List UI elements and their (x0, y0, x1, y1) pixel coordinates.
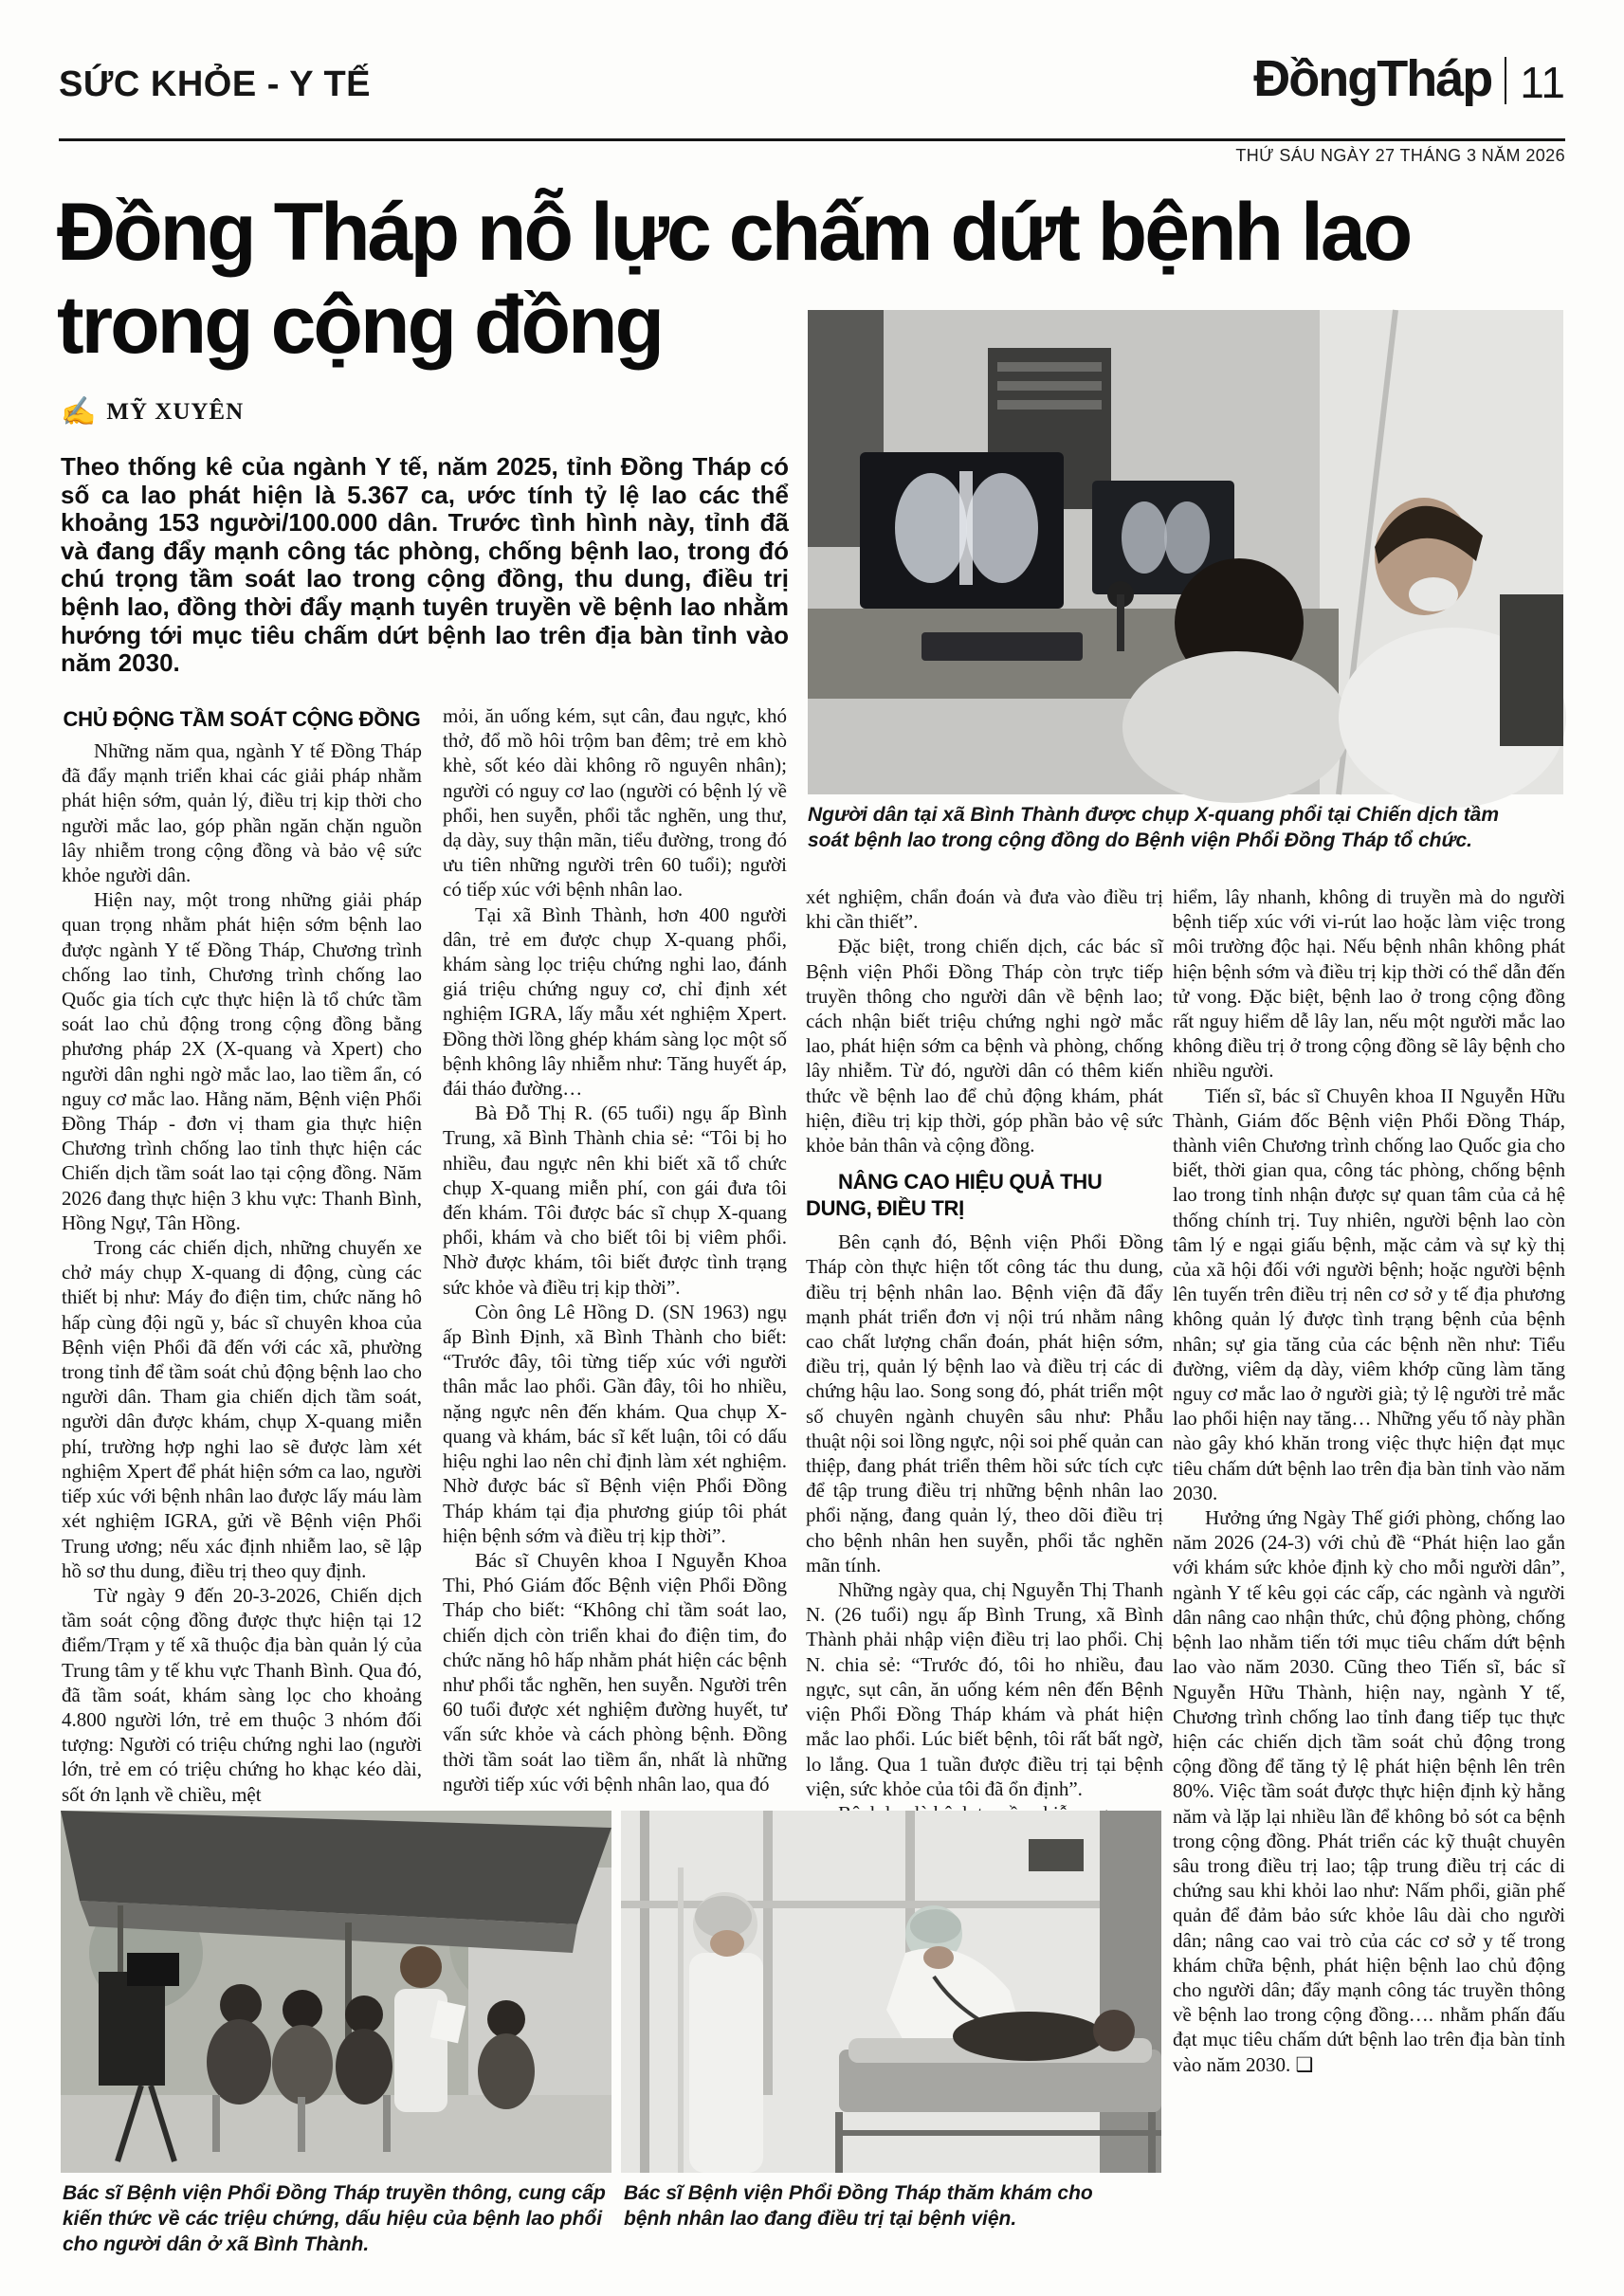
article-paragraph: Tại xã Bình Thành, hơn 400 người dân, trẻ em được chụp X-quang phổi, khám sàng lọc triệu chứng nghi lao, đánh giá triệu chứng nguy cơ, chỉ định xét nghiệm IGRA, lấy mẫu xét nghiệm Xpert. Đồng thời lồng ghép khám sàng lọc một số bệnh không lây nhiễm như: Tăng huyết áp, đái tháo đường… (443, 902, 787, 1101)
article-paragraph: Từ ngày 9 đến 20-3-2026, Chiến dịch tầm soát cộng đồng được thực hiện tại 12 điểm/Trạm y tế xã thuộc địa bàn quản lý của Trung tâm y tế khu vực Thanh Bình. Qua đó, đã tầm soát, khám sàng lọc cho khoảng 4.800 người lớn, trẻ em thuộc 3 nhóm đối tượng: Người có triệu chứng nghi lao (người lớn, trẻ em có triệu chứng ho khạc kéo dài, sốt ớn lạnh về chiều, mệt (62, 1583, 422, 1806)
photo-patient-exam (621, 1811, 1161, 2173)
photo-community-outreach-art (61, 1811, 611, 2173)
article-paragraph: Bác sĩ Chuyên khoa I Nguyễn Khoa Thi, Phó Giám đốc Bệnh viện Phổi Đồng Tháp cho biết: “Không chỉ tầm soát lao, chiến dịch còn triển khai đo điện tim, đo chức năng hô hấp nhằm phát hiện các bệnh như phổi tắc nghẽn, hen suyễn. Người trên 60 tuổi được xét nghiệm đường huyết, tư vấn sức khỏe và cách phòng bệnh. Đồng thời tầm soát lao tiềm ẩn, nhất là những người tiếp xúc với bệnh nhân lao, qua đó (443, 1548, 787, 1795)
photo-community-outreach (61, 1811, 611, 2173)
article-paragraph: Hưởng ứng Ngày Thế giới phòng, chống lao năm 2026 (24-3) với chủ đề “Phát hiện lao gắn với khám sức khỏe định kỳ cho mỗi người dân”, ngành Y tế kêu gọi các cấp, các ngành và người dân nâng cao nhận thức, chủ động phòng, chống bệnh lao nhằm tiến tới mục tiêu chấm dứt bệnh lao vào năm 2030. Cũng theo Tiến sĩ, bác sĩ Nguyễn Hữu Thành, hiện nay, ngành Y tế, Chương trình chống lao tỉnh đang tiếp tục thực hiện các chiến dịch tầm soát chủ động trong cộng đồng để tăng tỷ lệ phát hiện bệnh lên trên 80%. Việc tầm soát được thực hiện định kỳ hằng năm và lặp lại nhiều lần để không bỏ sót ca bệnh trong cộng đồng. Phát triển các kỹ thuật chuyên sâu trong điều trị lao; tập trung điều trị các di chứng sau khi khỏi lao như: Nấm phổi, giãn phế quản để đảm bảo sức khỏe lâu dài cho người dân; nâng cao vai trò của các cơ sở y tế trong khám chữa bệnh, phát hiện bệnh lao chủ động cho người dân; đẩy mạnh công tác truyền thông về bệnh lao trong cộng đồng…. nhằm phấn đấu đạt mục tiêu chấm dứt bệnh lao trên địa bàn tỉnh vào năm 2030. ❑ (1173, 1506, 1565, 2076)
section-subhead: CHỦ ĐỘNG TẦM SOÁT CỘNG ĐỒNG (63, 707, 421, 731)
header-divider (1505, 57, 1506, 104)
article-paragraph: Đặc biệt, trong chiến dịch, các bác sĩ Bệnh viện Phổi Đồng Tháp còn trực tiếp truyền thông cho người dân về bệnh lao; cách nhận biết triệu chứng nghi ngờ mắc lao, phát hiện sớm ca bệnh và phòng, chống lây nhiễm. Từ đó, người dân có thêm kiến thức về bệnh lao để chủ động khám, phát hiện, điều trị kịp thời, góp phần bảo vệ sức khỏe bản thân và cộng đồng. (806, 935, 1163, 1157)
headline-line-2: trong cộng đồng (57, 280, 663, 371)
article-paragraph: Trong các chiến dịch, những chuyến xe chở máy chụp X-quang di động, cùng các thiết bị như: Máy đo điện tim, chức năng hô hấp cùng đội ngũ y, bác sĩ chuyên khoa của Bệnh viện Phổi đã đến với các xã, phường trong tỉnh để tầm soát chủ động bệnh lao cho người dân. Tham gia chiến dịch tầm soát, người dân được khám, chụp X-quang miễn phí, trường hợp nghi lao sẽ được làm xét nghiệm Xpert để phát hiện sớm ca lao, người tiếp xúc với bệnh nhân lao được lấy máu làm xét nghiệm IGRA, gửi về Bệnh viện Phổi Trung ương; nếu xác định nhiễm lao, sẽ lập hồ sơ thu dung, điều trị theo quy định. (62, 1236, 422, 1582)
headline-line-1: Đồng Tháp nỗ lực chấm dứt bệnh lao (57, 187, 1411, 278)
article-paragraph: Những ngày qua, chị Nguyễn Thị Thanh N. (26 tuổi) ngụ ấp Bình Trung, xã Bình Thành phải nhập viện điều trị lao phổi. Chị N. chia sẻ: “Trước đó, tôi ho nhiều, đau ngực, sụt cân, ăn uống kém nên đến Bệnh viện Phổi Đồng Tháp khám và phát hiện mắc lao phổi. Lúc biết bệnh, tôi rất bất ngờ, lo lắng. Qua 1 tuần được điều trị tại bệnh viện, sức khỏe của tôi đã ổn định”. (806, 1578, 1163, 1800)
article-paragraph: Hiện nay, một trong những giải pháp quan trọng nhằm phát hiện sớm bệnh lao được ngành Y tế Đồng Tháp, Chương trình chống lao tỉnh, Chương trình chống lao Quốc gia tích cực thực hiện là tổ chức tầm soát lao chủ động trong cộng đồng bằng phương pháp 2X (X-quang và Xpert) cho người dân nghi ngờ mắc lao, lao tiềm ẩn, có nguy cơ mắc lao. Hằng năm, Bệnh viện Phổi Đồng Tháp - đơn vị tham gia thực hiện Chương trình chống lao tỉnh thực hiện các Chiến dịch tầm soát lao tại cộng đồng. Năm 2026 đang thực hiện 3 khu vực: Thanh Bình, Hồng Ngự, Tân Hồng. (62, 888, 422, 1234)
photo-caption-bottom-mid: Bác sĩ Bệnh viện Phổi Đồng Tháp thăm khám cho bệnh nhân lao đang điều trị tại bệnh viện. (624, 2182, 1093, 2230)
article-column-3 (806, 884, 1163, 1803)
pen-icon: ✍ (61, 396, 98, 428)
article-column-1 (62, 703, 422, 1806)
section-label: SỨC KHỎE - Y TẾ (59, 64, 372, 104)
newspaper-logo: ĐồngTháp (1253, 50, 1492, 107)
article-paragraph: mỏi, ăn uống kém, sụt cân, đau ngực, khó thở, đổ mồ hôi trộm ban đêm; trẻ em khò khè, sốt kéo dài không rõ nguyên nhân); người có nguy cơ lao (người có bệnh lý về phổi, hen suyễn, phổi tắc nghẽn, ung thư, dạ dày, suy thận mãn, tiểu đường, trong đó ưu tiên những người trên 60 tuổi); người có tiếp xúc với bệnh nhân lao. (443, 704, 787, 902)
article-paragraph: Còn ông Lê Hồng D. (SN 1963) ngụ ấp Bình Định, xã Bình Thành cho biết: “Trước đây, tôi từng tiếp xúc với người thân mắc lao phổi. Gần đây, tôi ho nhiều, nặng ngực nên đến khám. Qua chụp X-quang và khám, bác sĩ kết luận, tôi có dấu hiệu nghi lao nên chỉ định làm xét nghiệm. Nhờ được bác sĩ Bệnh viện Phổi Đồng Tháp khám tại địa phương giúp tôi phát hiện bệnh sớm và điều trị kịp thời”. (443, 1300, 787, 1547)
photo-xray-screening-art (808, 310, 1563, 794)
article-lede: Theo thống kê của ngành Y tế, năm 2025, tỉnh Đồng Tháp có số ca lao phát hiện là 5.367 ca, ước tính tỷ lệ lao các thể khoảng 153 người/100.000 dân. Trước tình hình này, tỉnh đã và đang đẩy mạnh công tác phòng, chống bệnh lao, trong đó chú trọng tầm soát lao trong cộng đồng, thu dung, điều trị bệnh lao, đồng thời đẩy mạnh tuyên truyền về bệnh lao nhằm hướng tới mục tiêu chấm dứt bệnh lao trên địa bàn tỉnh vào năm 2030. (61, 452, 789, 678)
article-paragraph: Bên cạnh đó, Bệnh viện Phổi Đồng Tháp còn thực hiện tốt công tác thu dung, điều trị bệnh nhân lao. Bệnh viện đã đẩy mạnh phát triển đơn vị nội trú nhằm nâng cao chất lượng chẩn đoán, phát hiện sớm, điều trị, quản lý bệnh lao và điều trị các di chứng hậu lao. Song song đó, phát triển một số chuyên ngành chuyên sâu như: Phẫu thuật nội soi lồng ngực, nội soi phế quản can thiệp, đang phát triển thêm hồi sức tích cực để tập trung điều trị những bệnh nhân lao phổi nặng, đang quản lý, theo dõi điều trị cho bệnh nhân hen suyễn, phổi tắc nghẽn mãn tính. (806, 1230, 1163, 1576)
article-paragraph: Những năm qua, ngành Y tế Đồng Tháp đã đẩy mạnh triển khai các giải pháp nhằm phát hiện sớm, quản lý, điều trị kịp thời cho người mắc lao, góp phần ngăn chặn nguồn lây nhiễm trong cộng đồng và bảo vệ sức khỏe người dân. (62, 739, 422, 887)
photo-patient-exam-art (621, 1811, 1161, 2173)
byline-author: MỸ XUYÊN (106, 399, 245, 425)
page-number: 11 (1520, 58, 1565, 107)
article-paragraph: xét nghiệm, chẩn đoán và đưa vào điều trị khi cần thiết”. (806, 885, 1163, 934)
date-line: THỨ SÁU NGÀY 27 THÁNG 3 NĂM 2026 (1235, 146, 1565, 165)
photo-caption-top: Người dân tại xã Bình Thành được chụp X-quang phổi tại Chiến dịch tầm soát bệnh lao trong cộng đồng do Bệnh viện Phổi Đồng Tháp tổ chức. (808, 804, 1500, 851)
article-column-4 (1173, 884, 1565, 2270)
photo-caption-bottom-left: Bác sĩ Bệnh viện Phổi Đồng Tháp truyền thông, cung cấp kiến thức về các triệu chứng, dấu hiệu của bệnh lao phổi cho người dân ở xã Bình Thành. (63, 2182, 606, 2255)
article-column-2 (443, 703, 787, 1803)
header-rule (59, 138, 1565, 141)
article-paragraph: hiểm, lây nhanh, không di truyền mà do người bệnh tiếp xúc với vi-rút lao hoặc làm việc trong môi trường độc hại. Nếu bệnh nhân không phát hiện bệnh sớm và điều trị kịp thời có thể dẫn đến tử vong. Đặc biệt, bệnh lao ở trong cộng đồng rất nguy hiểm dễ lây lan, nếu một người mắc lao không điều trị ở trong cộng đồng sẽ lây bệnh cho nhiều người. (1173, 885, 1565, 1083)
byline (61, 398, 244, 427)
masthead-block (1253, 50, 1565, 107)
section-subhead: NÂNG CAO HIỆU QUẢ THU DUNG, ĐIỀU TRỊ (806, 1170, 1103, 1221)
photo-xray-screening (808, 310, 1563, 794)
article-paragraph: Tiến sĩ, bác sĩ Chuyên khoa II Nguyễn Hữu Thành, Giám đốc Bệnh viện Phổi Đồng Tháp, thành viên Chương trình chống lao Quốc gia cho biết, thời gian qua, công tác phòng, chống bệnh lao trong tỉnh nhận được sự quan tâm của cả hệ thống chính trị. Tuy nhiên, người bệnh lao còn tâm lý e ngại giấu bệnh, mặc cảm và sự kỳ thị của xã hội đối với người bệnh; hoặc người bệnh lên tuyến trên điều trị nên cơ sở y tế địa phương không quản lý được tình trạng bệnh của bệnh nhân; sự gia tăng của các bệnh nền như: Tiểu đường, viêm dạ dày, viêm khớp cũng làm tăng nguy cơ mắc lao ở người già; tỷ lệ người trẻ mắc lao phổi hiện nay tăng… Những yếu tố này phần nào gây khó khăn trong việc thực hiện đạt mục tiêu chấm dứt bệnh lao trên địa bàn tỉnh vào năm 2030. (1173, 1084, 1565, 1504)
article-paragraph: Bà Đỗ Thị R. (65 tuổi) ngụ ấp Bình Trung, xã Bình Thành chia sẻ: “Tôi bị ho nhiều, đau ngực nên khi biết xã tổ chức chụp X-quang miễn phí, con gái đưa tôi đến khám. Tôi được bác sĩ chụp X-quang phổi, khám và cho biết tôi bị viêm phổi. Nhờ được khám, tôi biết được tình trạng sức khỏe và điều trị kịp thời”. (443, 1102, 787, 1299)
